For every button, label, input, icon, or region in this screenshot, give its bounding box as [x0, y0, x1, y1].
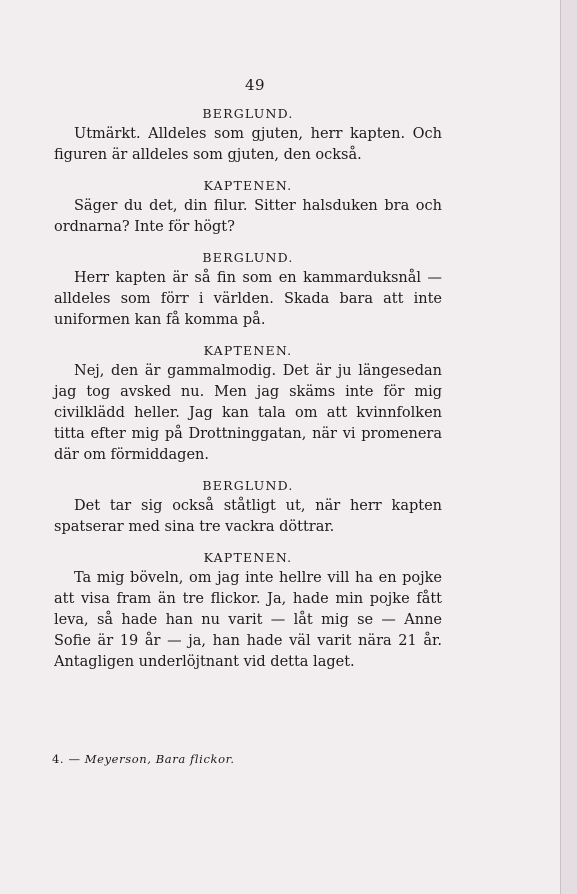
printer-signature-line: [52, 752, 235, 766]
page-number: 49: [244, 76, 266, 94]
speaker-label: BERGLUND.: [202, 250, 294, 265]
speech-text: Det tar sig också ståtligt ut, när herr kapten spatserar med sina tre vackra döttrar.: [54, 498, 442, 535]
speaker-label: KAPTENEN.: [203, 178, 293, 193]
speaker-label: BERGLUND.: [202, 106, 294, 121]
signature-mark: 4.: [52, 752, 65, 766]
speaker-label: KAPTENEN.: [203, 343, 293, 358]
speech-text: Herr kapten är så fin som en kammarduksnål — alldeles som förr i världen. Skada bara att inte uniformen kan få komma på.: [54, 270, 442, 328]
page-edge: [560, 0, 577, 894]
speech-text: Säger du det, din filur. Sitter halsduken bra och ordnarna? Inte för högt?: [54, 198, 442, 235]
footer-credit: — Meyerson, Bara flickor.: [68, 752, 235, 766]
speech-text: Utmärkt. Alldeles som gjuten, herr kapten. Och figuren är alldeles som gjuten, den också.: [54, 126, 442, 163]
speech-text: Nej, den är gammalmodig. Det är ju längesedan jag tog avsked nu. Men jag skäms inte för mig civilklädd heller. Jag kan tala om att kvinnfolken titta efter mig på Drottninggatan, när vi promenera där om förmiddagen.: [54, 363, 442, 463]
dialogue-block: [54, 104, 442, 683]
speaker-label: BERGLUND.: [202, 478, 294, 493]
speaker-label: KAPTENEN.: [203, 550, 293, 565]
speech-text: Ta mig böveln, om jag inte hellre vill ha en pojke att visa fram än tre flickor. Ja, hade min pojke fått leva, så hade han nu varit — låt mig se — Anne Sofie är 19 år — ja, han hade väl varit nära 21 år. Antagligen underlöjtnant vid detta laget.: [54, 570, 442, 670]
